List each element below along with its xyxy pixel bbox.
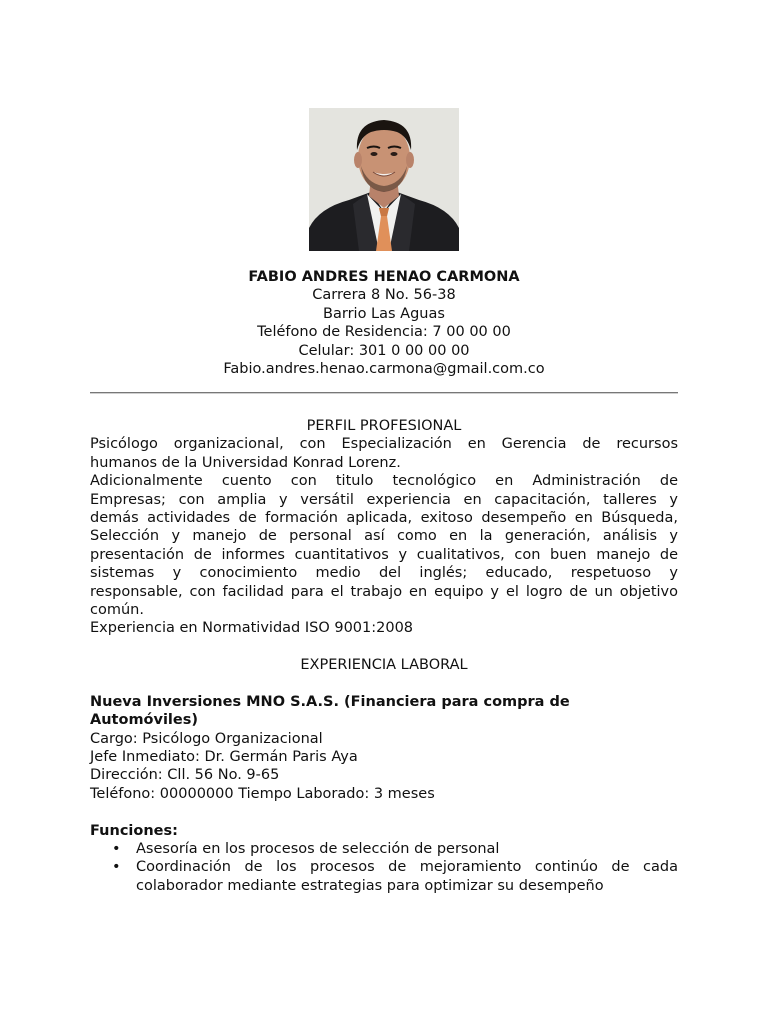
portrait-image xyxy=(309,108,459,251)
contact-header xyxy=(90,268,678,378)
profile-title: PERFIL PROFESIONAL xyxy=(306,418,462,434)
experience-title: EXPERIENCIA LABORAL xyxy=(300,657,468,673)
list-item xyxy=(90,858,678,895)
company-address: Dirección: Cll. 56 No. 9-65 xyxy=(90,767,280,784)
bullet-icon: • xyxy=(112,859,121,876)
spacer xyxy=(90,674,678,692)
email-address: Fabio.andres.henao.carmona@gmail.com.co xyxy=(223,360,545,377)
supervisor: Jefe Inmediato: Dr. Germán Paris Aya xyxy=(90,748,358,765)
spacer xyxy=(90,803,678,821)
company-phone: Teléfono: 00000000 Tiempo Laborado: 3 meses xyxy=(90,785,435,802)
company-name: Nueva Inversiones MNO S.A.S. (Financiera para compra de xyxy=(90,693,570,710)
home-phone: Teléfono de Residencia: 7 00 00 00 xyxy=(257,324,511,341)
list-item-text: Coordinación de los procesos de mejoramiento continúo de cada xyxy=(136,859,678,876)
profile-line: común. xyxy=(90,601,144,618)
profile-line: Experiencia en Normatividad ISO 9001:2008 xyxy=(90,620,414,637)
profile-line: sistemas y conocimiento medio del inglés; educado, respetuoso y xyxy=(90,565,678,582)
list-item-text: Asesoría en los procesos de selección de personal xyxy=(136,840,500,857)
header-divider xyxy=(90,392,678,394)
bullet-icon: • xyxy=(112,840,121,857)
address-line-1: Carrera 8 No. 56-38 xyxy=(312,287,456,304)
profile-line: presentación de informes cuantitativos y cualitativos, con buen manejo de xyxy=(90,546,678,563)
profile-line: Psicólogo organizacional, con Especialización en Gerencia de recursos xyxy=(90,436,678,453)
profile-line: Selección y manejo de personal así como en la generación, análisis y xyxy=(90,528,678,545)
company-name-cont: Automóviles) xyxy=(90,712,198,729)
profile-line: Empresas; con amplia y versátil experiencia en capacitación, talleres y xyxy=(90,491,678,508)
address-line-2: Barrio Las Aguas xyxy=(323,305,445,322)
profile-line: Adicionalmente cuento con titulo tecnológico en Administración de xyxy=(90,473,678,490)
functions-list xyxy=(90,840,678,895)
functions-title: Funciones: xyxy=(90,822,178,839)
profile-line: demás actividades de formación aplicada, exitoso desempeño en Búsqueda, xyxy=(90,509,678,526)
list-item-text: colaborador mediante estrategias para optimizar su desempeño xyxy=(136,877,604,894)
job-title: Cargo: Psicólogo Organizacional xyxy=(90,730,323,747)
candidate-name: FABIO ANDRES HENAO CARMONA xyxy=(248,269,520,285)
experience-section xyxy=(90,656,678,895)
profile-line: humanos de la Universidad Konrad Lorenz. xyxy=(90,454,401,471)
cell-phone: Celular: 301 0 00 00 00 xyxy=(298,342,470,359)
list-item xyxy=(90,840,678,858)
profile-photo xyxy=(309,108,459,251)
profile-section xyxy=(90,417,678,638)
profile-line: responsable, con facilidad para el trabajo en equipo y el logro de un objetivo xyxy=(90,583,678,600)
